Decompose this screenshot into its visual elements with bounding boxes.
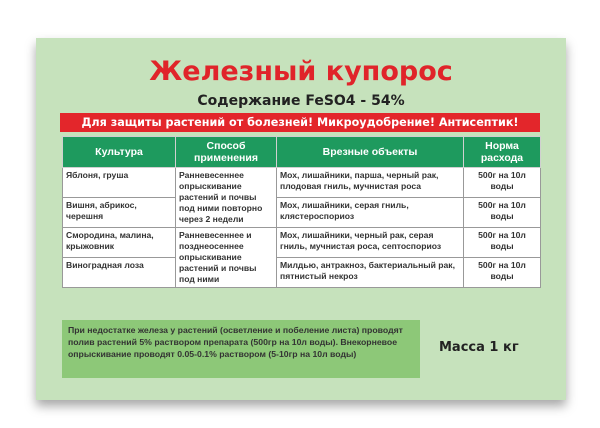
label-card: [36, 38, 566, 400]
usage-note: При недостатке железа у растений (осветление и побеление листа) проводят полив растений 5% раствором препарата (500гр на 10л воды). Внекорневое опрыскивание проводят 0.05-0.1% раствором (5-10гр на 10л воды): [62, 320, 420, 378]
rate-cell: 500г на 10л воды: [464, 258, 541, 288]
table-row: [63, 168, 541, 198]
usage-table: [62, 136, 541, 288]
product-title: Железный купорос: [149, 56, 453, 87]
table-row: [63, 198, 541, 228]
table-row: [63, 228, 541, 258]
table-row: [63, 258, 541, 288]
crop-cell: Вишня, абрикос, черешня: [63, 198, 176, 228]
header-crop: Культура: [63, 137, 176, 168]
mass-label: Масса 1 кг: [439, 340, 519, 355]
pests-cell: Мох, лишайники, серая гниль, клястероспориоз: [277, 198, 464, 228]
rate-cell: 500г на 10л воды: [464, 228, 541, 258]
crop-cell: Яблоня, груша: [63, 168, 176, 198]
pests-cell: Милдью, антракноз, бактериальный рак, пятнистый некроз: [277, 258, 464, 288]
crop-cell: Виноградная лоза: [63, 258, 176, 288]
header-method: Способ применения: [176, 137, 277, 168]
method-cell: Ранневесеннее и позднеосеннее опрыскивание растений и почвы под ними: [176, 228, 277, 288]
banner: Для защиты растений от болезней! Микроудобрение! Антисептик!: [60, 113, 540, 132]
rate-cell: 500г на 10л воды: [464, 168, 541, 198]
rate-cell: 500г на 10л воды: [464, 198, 541, 228]
pests-cell: Мох, лишайники, парша, черный рак, плодовая гниль, мучнистая роса: [277, 168, 464, 198]
crop-cell: Смородина, малина, крыжовник: [63, 228, 176, 258]
method-cell: Ранневесеннее опрыскивание растений и почвы под ними повторно через 2 недели: [176, 168, 277, 228]
product-subtitle: Содержание FeSO4 - 54%: [197, 93, 405, 109]
pests-cell: Мох, лишайники, черный рак, серая гниль, мучнистая роса, септоспориоз: [277, 228, 464, 258]
header-pests: Врезные объекты: [277, 137, 464, 168]
header-rate: Норма расхода: [464, 137, 541, 168]
table-header: [63, 137, 541, 168]
